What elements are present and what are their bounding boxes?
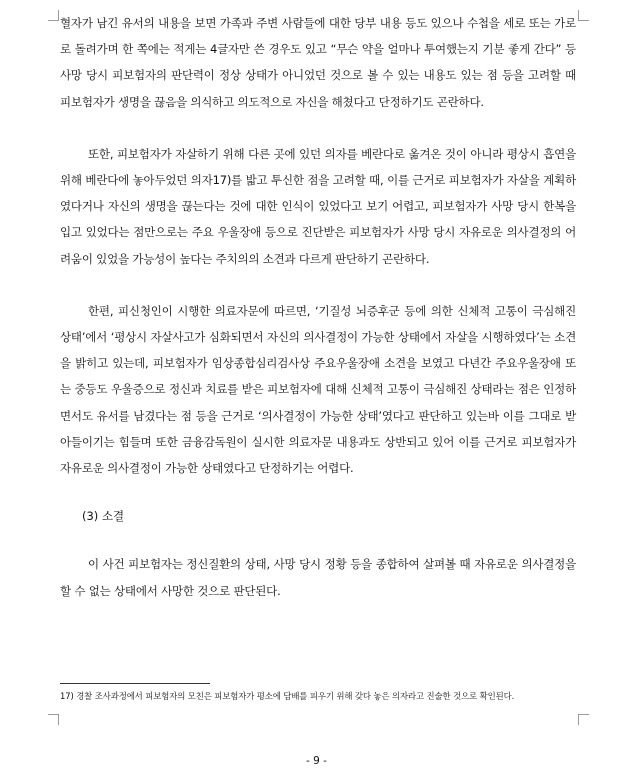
crop-mark-bottom-left [48, 714, 59, 725]
paragraph-2: 또한, 피보험자가 자살하기 위해 다른 곳에 있던 의자를 베란다로 옮겨온 것이 아니라 평상시 흡연을 위해 베란다에 놓아두었던 의자17)를 밟고 투신한 점을 고려할 때, 이를 근거로 피보험자가 자살을 계획하였다거나 자신의 생명을 끊는다는 것에 대한 인식이 있었다고 보기 어렵고, 피보험자가 사망 당시 한복을 입고 있었다는 점만으로는 주요 우울장애 등으로 진단받은 피보험자가 사망 당시 자유로운 의사결정의 어려움이 있었을 가능성이 높다는 주치의의 소견과 다르게 판단하기 곤란하다. [60, 146, 576, 266]
paragraph-1: 혈자가 남긴 유서의 내용을 보면 가족과 주변 사람들에 대한 당부 내용 등도 있으나 수첩을 세로 또는 가로로 돌려가며 한 쪽에는 적게는 4글자만 쓴 경우도 있고 “무슨 약을 얼마나 투여했는지 기분 좋게 간다” 등 사망 당시 피보험자의 판단력이 정상 상태가 아니었던 것으로 볼 수 있는 내용도 있는 점 등을 고려할 때 피보험자가 생명을 끊음을 의식하고 의도적으로 자신을 해쳤다고 단정하기도 곤란하다. [60, 16, 576, 109]
conclusion-paragraph: 이 사건 피보험자는 정신질환의 상태, 사망 당시 정황 등을 종합하여 살펴볼 때 자유로운 의사결정을 할 수 없는 상태에서 사망한 것으로 판단된다. [60, 557, 576, 598]
footnote-separator [60, 683, 210, 684]
footnote-text: 경찰 조사과정에서 피보험자의 모친은 피보험자가 평소에 담배를 피우기 위해 갖다 놓은 의자라고 진술한 것으로 확인된다. [76, 691, 515, 701]
body-text [60, 10, 576, 604]
crop-mark-top-left [48, 10, 59, 21]
crop-mark-top-right [578, 10, 589, 21]
section-subheading: (3) 소결 [82, 509, 125, 524]
crop-mark-bottom-right [578, 714, 589, 725]
footnote [60, 690, 576, 703]
footnote-number: 17) [60, 691, 74, 701]
page-number: - 9 - [306, 755, 327, 767]
paragraph-3: 한편, 피신청인이 시행한 의료자문에 따르면, ‘기질성 뇌증후군 등에 의한 신체적 고통이 극심해진 상태’에서 ‘평상시 자살사고가 심화되면서 자신의 의사결정이 가능한 상태에서 자살을 시행하였다’는 소견을 밝히고 있는데, 피보험자가 임상종합심리검사상 주요우울장애 소견을 보였고 다년간 주요우울장애 또는 중등도 우울증으로 정신과 치료를 받은 피보험자에 대해 신체적 고통이 극심해진 상태라는 점은 인정하면서도 유서를 남겼다는 점 등을 근거로 ‘의사결정이 가능한 상태’였다고 판단하고 있는바 이를 그대로 받아들이기는 힘들며 또한 금융감독원이 실시한 의료자문 내용과도 상반되고 있어 이를 근거로 피보험자가 자유로운 의사결정이 가능한 상태였다고 단정하기는 어렵다. [60, 303, 576, 476]
